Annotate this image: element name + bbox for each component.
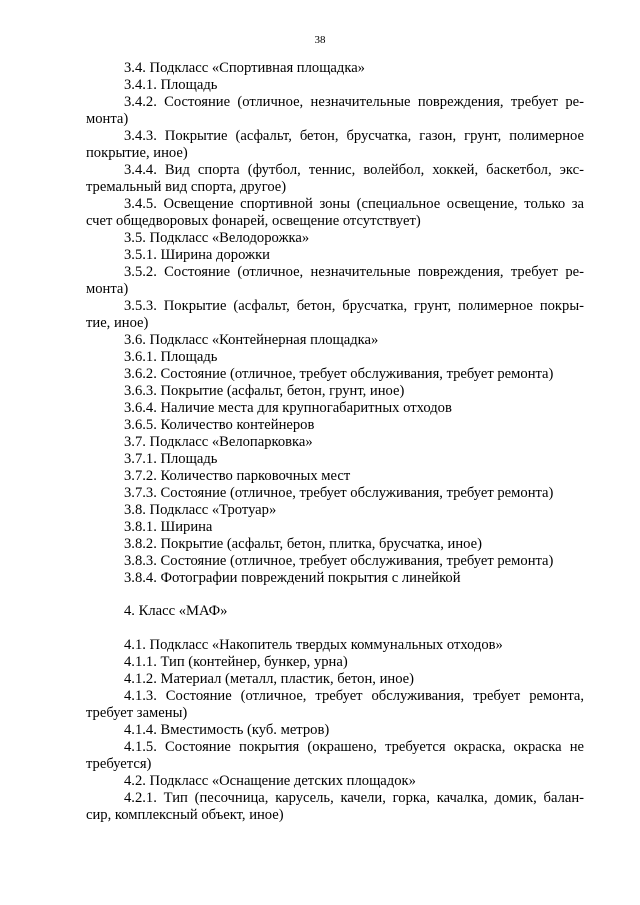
text-line: 3.4.1. Площадь <box>124 77 218 93</box>
text-line: 3.6.3. Покрытие (асфальт, бетон, грунт, иное) <box>124 383 405 399</box>
text-line: 3.4.5. Освещение спортивной зоны (специальное освещение, только за <box>124 196 584 212</box>
text-line: 4.1.3. Состояние (отличное, требует обслуживания, требует ремонта, <box>124 688 584 704</box>
text-line: требует замены) <box>86 705 188 721</box>
text-line: 3.8.3. Состояние (отличное, требует обслуживания, требует ремонта) <box>124 553 554 569</box>
text-line: 3.4. Подкласс «Спортивная площадка» <box>124 60 365 76</box>
text-line: 3.4.3. Покрытие (асфальт, бетон, брусчатка, газон, грунт, полимерное <box>124 128 584 144</box>
text-line: требуется) <box>86 756 152 772</box>
text-line: 3.7.1. Площадь <box>124 451 218 467</box>
text-line: 3.5.2. Состояние (отличное, незначительные повреждения, требует ре- <box>124 264 584 280</box>
text-line: 3.7. Подкласс «Велопарковка» <box>124 434 313 450</box>
text-line: 3.6.5. Количество контейнеров <box>124 417 315 433</box>
text-line: монта) <box>86 111 129 127</box>
text-line: 3.7.2. Количество парковочных мест <box>124 468 351 484</box>
text-line: 3.8.4. Фотографии повреждений покрытия с линейкой <box>124 570 461 586</box>
text-line: 3.6. Подкласс «Контейнерная площадка» <box>124 332 379 348</box>
text-line: покрытие, иное) <box>86 145 188 161</box>
text-line: 3.4.2. Состояние (отличное, незначительные повреждения, требует ре- <box>124 94 584 110</box>
page-number: 38 <box>314 34 326 46</box>
text-line: 3.8.2. Покрытие (асфальт, бетон, плитка, брусчатка, иное) <box>124 536 482 552</box>
text-line: 3.6.4. Наличие места для крупногабаритных отходов <box>124 400 452 416</box>
text-line: счет общедворовых фонарей, освещение отсутствует) <box>86 213 421 229</box>
text-line: 3.8.1. Ширина <box>124 519 213 535</box>
text-line: сир, комплексный объект, иное) <box>86 807 284 823</box>
text-line: 3.7.3. Состояние (отличное, требует обслуживания, требует ремонта) <box>124 485 554 501</box>
text-line: 3.8. Подкласс «Тротуар» <box>124 502 277 518</box>
text-line: 3.5. Подкласс «Велодорожка» <box>124 230 310 246</box>
text-line: 4.2. Подкласс «Оснащение детских площадок» <box>124 773 416 789</box>
text-line: тие, иное) <box>86 315 149 331</box>
text-line: 3.5.3. Покрытие (асфальт, бетон, брусчатка, грунт, полимерное покры- <box>124 298 584 314</box>
text-line: монта) <box>86 281 129 297</box>
text-line: 4.2.1. Тип (песочница, карусель, качели, горка, качалка, домик, балан- <box>124 790 584 806</box>
text-line: 4.1. Подкласс «Накопитель твердых коммунальных отходов» <box>124 637 503 653</box>
text-line: тремальный вид спорта, другое) <box>86 179 287 195</box>
text-line: 4.1.5. Состояние покрытия (окрашено, требуется окраска, окраска не <box>124 739 584 755</box>
text-line: 3.6.1. Площадь <box>124 349 218 365</box>
text-line: 3.6.2. Состояние (отличное, требует обслуживания, требует ремонта) <box>124 366 554 382</box>
text-line: 3.4.4. Вид спорта (футбол, теннис, волейбол, хоккей, баскетбол, экс- <box>124 162 584 178</box>
section-heading: 4. Класс «МАФ» <box>124 603 228 619</box>
text-line: 4.1.1. Тип (контейнер, бункер, урна) <box>124 654 348 670</box>
text-line: 4.1.4. Вместимость (куб. метров) <box>124 722 330 738</box>
text-line: 3.5.1. Ширина дорожки <box>124 247 270 263</box>
text-line: 4.1.2. Материал (металл, пластик, бетон, иное) <box>124 671 415 687</box>
